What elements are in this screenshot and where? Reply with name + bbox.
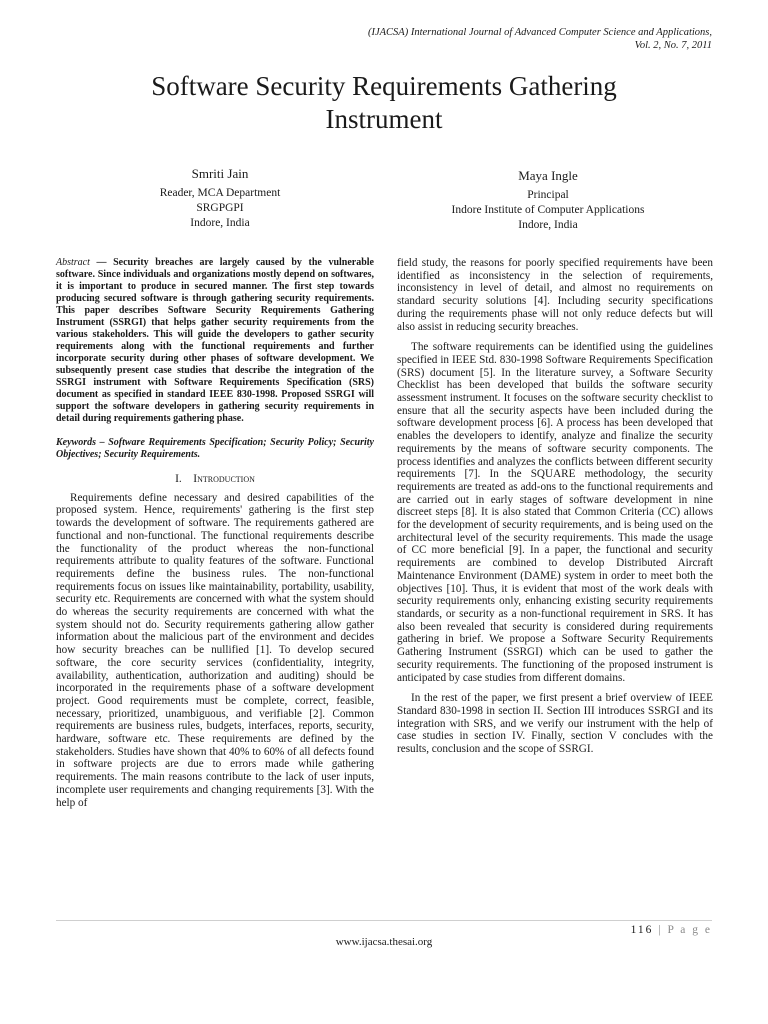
abstract-text: — Security breaches are largely caused by the vulnerable software. Since individuals and organizations mostly depend on softwares, it is important to produce in secured manner. The first step towards producing secured software is through gathering security requirements. This paper describes Software Security Requirements Gathering Instrument (SSRGI) that helps gather security requirements from the various stakeholders. This will guide the developers to gather security requirements along with the functional requirements and further incorporate security during other phases of software development. We subsequently present case studies that describe the integration of the SSRGI instrument with Software Requirements Specification (SRS) document as specified in standard IEEE 830-1998. Proposed SSRGI will support the software developers in gathering security requirements in detail during requirements gathering phase.	[56, 257, 374, 424]
author-name: Maya Ingle	[518, 168, 578, 183]
abstract-label: Abstract	[56, 257, 90, 268]
author-location: Indore, India	[190, 217, 250, 229]
page-label: | P a g e	[658, 924, 712, 936]
keywords: Keywords – Software Requirements Specification; Security Policy; Security Objectives; Security Requirements.	[56, 437, 374, 460]
paper-title-line-1: Software Security Requirements Gathering	[151, 71, 617, 101]
paper-title	[40, 70, 728, 136]
page-number-value: 116	[630, 924, 654, 936]
right-column	[397, 257, 713, 764]
page-number	[631, 924, 712, 936]
left-column	[56, 257, 374, 817]
journal-volume: Vol. 2, No. 7, 2011	[634, 40, 712, 51]
intro-paragraph-4: In the rest of the paper, we first present a brief overview of IEEE Standard 830-1998 in section II. Section III introduces SSRGI and its integration with SRS, and we verify our instrument with the help of case studies in section IV. Finally, section V concludes with the results, conclusion and the scope of SSRGI.	[397, 692, 713, 756]
journal-header	[292, 26, 712, 52]
author-block-1	[120, 164, 320, 231]
author-name: Smriti Jain	[191, 166, 249, 181]
section-number: I.	[175, 473, 182, 485]
author-role: Principal	[527, 189, 569, 201]
journal-url: www.ijacsa.thesai.org	[335, 936, 433, 948]
author-location: Indore, India	[518, 219, 578, 231]
journal-name: (IJACSA) International Journal of Advanced Computer Science and Applications,	[367, 27, 712, 38]
abstract	[56, 257, 374, 425]
author-org: Indore Institute of Computer Applications	[451, 204, 645, 216]
paper-title-line-2: Instrument	[325, 104, 443, 134]
intro-paragraph-2: field study, the reasons for poorly specified requirements have been identified as inconsistency in the selection of requirements, inconsistency in level of detail, and almost no requirements on standard security solutions [4]. Including security specifications during the requirements phase will not only reduce defects but will also assist in reducing security breaches.	[397, 257, 713, 333]
section-title: Introduction	[193, 473, 255, 485]
intro-paragraph-3: The software requirements can be identified using the guidelines specified in IEEE Std. 830-1998 Software Requirements Specification (SRS) document [5]. In the literature survey, a Software Security Checklist has been developed that builds the software security assessment instrument. It focuses on the software security checklist to ensure that all the security aspects have been included during the software development process [6]. A process has been developed that enables the developers to identify, analyze and finalize the security requirements by the means of software security components. The process identifies and analyzes the conflicts between different security requirements [7]. In the SQUARE methodology, the security requirements are treated as add-ons to the functional requirements and are carried out in early stages of software development in nine discreet steps [8]. It is also stated that Common Criteria (CC) allows for the development of security requirements, and is being used on the architectural level of the security requirements. This made the usage of CC more beneficial [9]. In a paper, the functional and security requirements are combined to develop Distributed Aircraft Maintenance Environment (DAME) system in order to meet both the objectives [10]. Thus, it is evident that most of the work deals with security requirements only, enhancing existing security requirements standards, or security as a non-functional requirement in SRS. It has also been revealed that security is considered during requirements gathering in brief. We propose a Software Security Requirements Gathering Instrument (SSRGI) which can be used to gather the security requirements. The functioning of the proposed instrument is anticipated by case studies from different domains.	[397, 341, 713, 684]
intro-paragraph-1: Requirements define necessary and desired capabilities of the proposed system. Hence, requirements' gathering is the first step towards the development of software. The requirements gathered are functional and non-functional. The functional requirements describe the functionality of the product whereas the non-functional requirements attribute to quality features of the software. Functional requirements define the business rules. The non-functional requirements focus on issues like maintainability, portability, usability, security etc. Requirements are concerned with what the system should do whereas the security requirements are concerned with what the system should not do. Security requirements gathering allow gather information about the malicious part of the environment and decides how security breaches can be nullified [1]. To develop secured software, the core security services (confidentiality, integrity, availability, authentication, authorization and auditing) should be incorporated in the requirements phase of a software development project. Good requirements must be complete, correct, feasible, necessary, prioritized, unambiguous, and verifiable [2]. Common requirements are business rules, budgets, interfaces, reports, security, hardware, software etc. These requirements are defined by the stakeholders. Studies have shown that 40% to 60% of all defects found in software projects are due to errors made while gathering requirements. The main reasons contribute to the lack of user inputs, incomplete user requirements and changing requirements [3]. With the help of	[56, 491, 374, 809]
author-block-2	[398, 166, 698, 233]
author-role: Reader, MCA Department	[159, 187, 281, 199]
section-heading-introduction	[56, 473, 374, 486]
footer-divider	[56, 920, 712, 921]
author-org: SRGPGPI	[196, 202, 244, 214]
